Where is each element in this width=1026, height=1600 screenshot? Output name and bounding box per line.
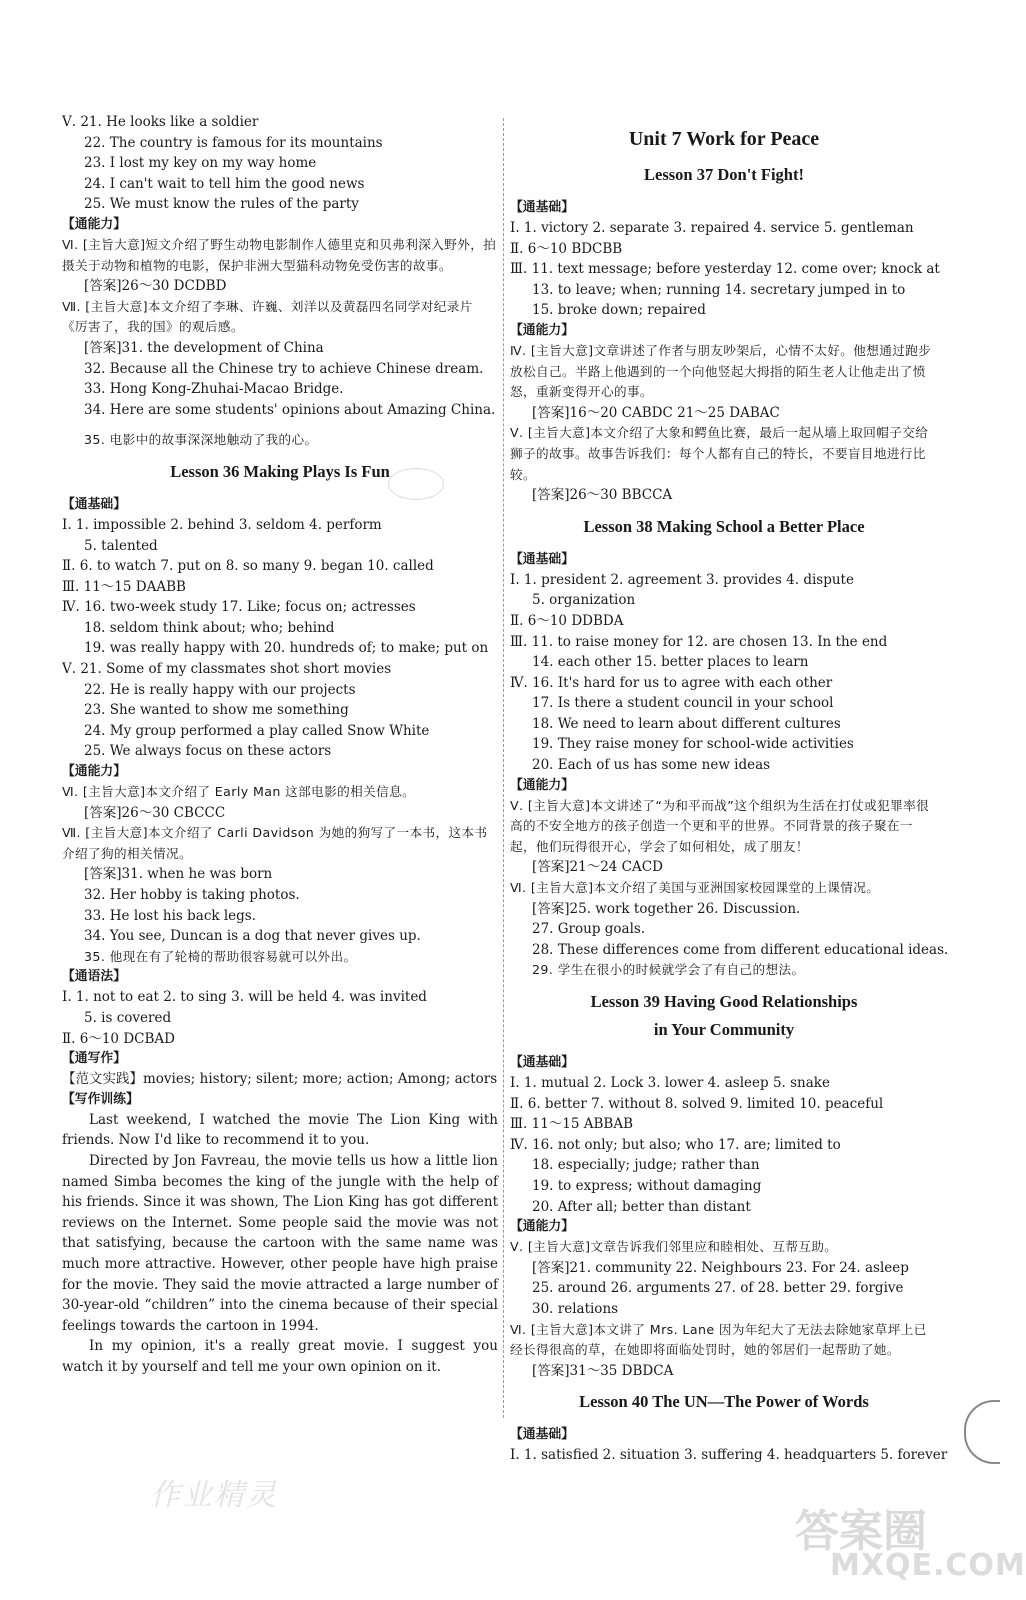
answer-line: 22. The country is famous for its mountains (84, 134, 383, 151)
answer-line: [答案]26～30 CBCCC (84, 804, 226, 821)
answer-line: Ⅲ. 11. text message; before yesterday 12. come over; knock at (510, 261, 940, 278)
answer-line: 19. to express; without damaging (532, 1177, 762, 1194)
lesson-title: Lesson 40 The UN—The Power of Words (579, 1392, 869, 1412)
answer-line: 35. 电影中的故事深深地触动了我的心。 (84, 432, 318, 448)
answer-line: 28. These differences come from different educational ideas. (532, 941, 949, 958)
answer-line: Ⅱ. 6. better 7. without 8. solved 9. limited 10. peaceful (510, 1095, 884, 1112)
section-heading: 【通基础】 (62, 496, 126, 512)
answer-line: 27. Group goals. (532, 921, 646, 938)
answer-line: Ⅴ. 21. He looks like a soldier (62, 114, 259, 130)
column-divider (503, 118, 504, 1418)
answer-line: 32. Her hobby is taking photos. (84, 887, 300, 903)
answer-line: 20. Each of us has some new ideas (532, 757, 771, 774)
answer-line: Ⅱ. 6. to watch 7. put on 8. so many 9. began 10. called (62, 558, 434, 575)
site-watermark: MXQE.COM (830, 1548, 1026, 1583)
answer-line: 25. We must know the rules of the party (84, 196, 359, 213)
right-column (510, 124, 949, 1466)
answer-line: 18. seldom think about; who; behind (84, 619, 335, 636)
answer-line: [答案]31～35 DBDCA (532, 1362, 674, 1379)
answer-line: 33. Hong Kong-Zhuhai-Macao Bridge. (84, 381, 344, 398)
logo-watermark: 答案圈 (795, 1506, 927, 1557)
answer-line: 23. I lost my key on my way home (84, 155, 317, 172)
section-heading: 【通基础】 (510, 200, 574, 215)
answer-line: 14. each other 15. better places to learn (532, 654, 809, 671)
summary-text: Ⅴ. [主旨大意]文章告诉我们邻里应和睦相处、互帮互助。 (510, 1239, 838, 1255)
answer-line: Ⅰ. 1. president 2. agreement 3. provides 4. dispute (510, 571, 854, 588)
answer-line: 17. Is there a student council in your school (532, 695, 834, 712)
summary-text: Ⅳ. [主旨大意]文章讲述了作者与朋友吵架后，心情不太好。他想通过跑步放松自己。半路上他遇到的一个向他竖起大拇指的陌生老人让他走出了愤怒，重新变得开心的事。 (510, 342, 932, 400)
section-heading: 【通能力】 (510, 322, 574, 338)
summary-text: Ⅶ. [主旨大意]本文介绍了李琳、许巍、刘洋以及黄磊四名同学对纪录片《厉害了，我的国》的观后感。 (62, 298, 473, 335)
section-heading: 【通基础】 (510, 1427, 574, 1443)
answer-line: 25. We always focus on these actors (84, 743, 332, 760)
lesson-title: Lesson 36 Making Plays Is Fun (170, 461, 390, 481)
answer-line: 34. Here are some students' opinions about Amazing China. (84, 401, 496, 418)
answer-line: Ⅲ. 11. to raise money for 12. are chosen 13. In the end (510, 633, 888, 650)
answer-line: Ⅱ. 6～10 DCBAD (62, 1030, 175, 1047)
summary-text: Ⅴ. [主旨大意]本文介绍了大象和鳄鱼比赛，最后一起从墙上取回帽子交给狮子的故事。故事告诉我们：每个人都有自己的特长，不要盲目地进行比较。 (510, 425, 929, 482)
answer-line: Ⅰ. 1. satisfied 2. situation 3. suffering 4. headquarters 5. forever (510, 1447, 948, 1464)
summary-text: Ⅶ. [主旨大意]本文介绍了 Carli Davidson 为她的狗写了一本书，这本书介绍了狗的相关情况。 (62, 825, 488, 861)
answer-line: 30. relations (532, 1300, 619, 1317)
answer-line: 29. 学生在很小的时候就学会了有自己的想法。 (532, 962, 805, 978)
answer-line: [答案]16～20 CABDC 21～25 DABAC (532, 404, 780, 421)
answer-line: [答案]31. when he was born (84, 866, 273, 883)
model-essay-keywords: 【范文实践】movies; history; silent; more; action; Among; actors (62, 1071, 498, 1088)
answer-line: 20. After all; better than distant (532, 1198, 751, 1215)
section-heading: 【通基础】 (510, 1055, 574, 1070)
answer-line: 19. was really happy with 20. hundreds of; to make; put on (84, 640, 489, 657)
answer-line: 5. organization (532, 592, 636, 609)
answer-line: Ⅲ. 11～15 ABBAB (510, 1116, 634, 1133)
answer-line: 23. She wanted to show me something (84, 702, 349, 719)
summary-text: Ⅵ. [主旨大意]本文介绍了美国与亚洲国家校园课堂的上课情况。 (510, 880, 880, 896)
left-column (62, 112, 498, 1377)
answer-line: Ⅰ. 1. victory 2. separate 3. repaired 4. service 5. gentleman (510, 220, 914, 236)
answer-line: 24. I can't wait to tell him the good news (84, 175, 365, 192)
lesson-title: Lesson 39 Having Good Relationships (590, 992, 858, 1011)
section-heading: 【通能力】 (62, 216, 126, 232)
answer-line: Ⅰ. 1. impossible 2. behind 3. seldom 4. perform (62, 516, 382, 533)
answer-line: [答案]26～30 DCDBD (84, 278, 227, 295)
answer-line: 15. broke down; repaired (532, 302, 706, 319)
section-heading: 【通写作】 (62, 1051, 126, 1067)
answer-line: Ⅲ. 11～15 DAABB (62, 578, 186, 595)
answer-line: 13. to leave; when; running 14. secretary jumped in to (532, 281, 906, 298)
answer-line: 5. talented (84, 537, 158, 554)
answer-line: [答案]21～24 CACD (532, 859, 663, 876)
section-heading: 【通能力】 (510, 777, 574, 793)
answer-line: [答案]31. the development of China (84, 339, 324, 356)
unit-title: Unit 7 Work for Peace (628, 128, 820, 150)
answer-line: Ⅳ. 16. not only; but also; who 17. are; limited to (510, 1136, 841, 1153)
answer-line: 18. We need to learn about different cultures (532, 715, 841, 732)
answer-line: Ⅳ. 16. It's hard for us to agree with each other (510, 674, 833, 691)
answer-line: [答案]25. work together 26. Discussion. (532, 900, 801, 917)
answer-line: 5. is covered (84, 1009, 172, 1026)
answer-line: [答案]26～30 BBCCA (532, 487, 673, 504)
answer-line: 33. He lost his back legs. (84, 907, 257, 924)
answer-line: 32. Because all the Chinese try to achieve Chinese dream. (84, 360, 484, 377)
answer-line: [答案]21. community 22. Neighbours 23. For 24. asleep (532, 1259, 909, 1276)
answer-line: Ⅴ. 21. Some of my classmates shot short movies (62, 661, 392, 678)
answer-line: 24. My group performed a play called Snow White (84, 722, 430, 739)
answer-line: Ⅰ. 1. mutual 2. Lock 3. lower 4. asleep 5. snake (510, 1075, 830, 1091)
essay-paragraph: In my opinion, it's a really great movie. I suggest you watch it by yourself and tell me your own opinion on it. (62, 1338, 498, 1375)
stamp-watermark-icon (388, 468, 444, 500)
answer-line: Ⅱ. 6～10 BDCBB (510, 240, 623, 257)
essay-paragraph: Last weekend, I watched the movie The Lion King with friends. Now I'd like to recommend it to you. (62, 1111, 498, 1149)
answer-line: 18. especially; judge; rather than (532, 1157, 760, 1174)
answer-line: Ⅳ. 16. two-week study 17. Like; focus on; actresses (62, 599, 416, 616)
answer-line: 35. 他现在有了轮椅的帮助很容易就可以外出。 (84, 948, 357, 964)
essay-paragraph: Directed by Jon Favreau, the movie tells us how a little lion named Simba becomes the king of the jungle with the help of his friends. Since it was shown, The Lion King has got different reviews on the Internet. Some people said the movie was not that satisfying, because the cartoon with the same name was much more attractive. However, other people have high praise for the movie. They said the movie attracted a large number of 30-year-old “children” into the cinema because of their special feelings towards the cartoon in 1994. (62, 1152, 498, 1334)
section-heading: 【写作训练】 (62, 1091, 139, 1107)
page-edge-icon (964, 1400, 1000, 1464)
answer-line: 22. He is really happy with our projects (84, 681, 356, 698)
section-heading: 【通能力】 (62, 764, 126, 780)
section-heading: 【通基础】 (510, 551, 574, 567)
answer-line: Ⅱ. 6～10 DDBDA (510, 612, 624, 629)
section-heading: 【通能力】 (510, 1219, 574, 1235)
summary-text: Ⅴ. [主旨大意]本文讲述了“为和平而战”这个组织为生活在打仗或犯罪率很高的不安全地方的孩子创造一个更和平的世界。不同背景的孩子聚在一起，他们玩得很开心，学会了如何相处，成了朋友！ (510, 797, 930, 854)
summary-text: Ⅵ. [主旨大意]本文介绍了 Early Man 这部电影的相关信息。 (62, 784, 416, 800)
answer-line: 25. around 26. arguments 27. of 28. better 29. forgive (532, 1280, 904, 1297)
answer-line: Ⅰ. 1. not to eat 2. to sing 3. will be held 4. was invited (62, 989, 427, 1006)
lesson-title: Lesson 38 Making School a Better Place (583, 516, 865, 536)
footer-watermark: 作业精灵 (150, 1478, 278, 1513)
section-heading: 【通语法】 (62, 969, 126, 985)
summary-text: Ⅵ. [主旨大意]本文讲了 Mrs. Lane 因为年纪大了无法去除她家草坪上已经长得很高的草，在她即将面临处罚时，她的邻居们一起帮助了她。 (510, 1321, 927, 1358)
answer-line: 34. You see, Duncan is a dog that never gives up. (84, 928, 421, 945)
summary-text: Ⅵ. [主旨大意]短文介绍了野生动物电影制作人德里克和贝弗利深入野外，拍摄关于动物和植物的电影，保护非洲大型猫科动物免受伤害的故事。 (62, 236, 497, 273)
lesson-title-continued: in Your Community (653, 1020, 795, 1039)
lesson-title: Lesson 37 Don't Fight! (644, 165, 804, 184)
answer-line: 19. They raise money for school-wide activities (532, 736, 854, 753)
